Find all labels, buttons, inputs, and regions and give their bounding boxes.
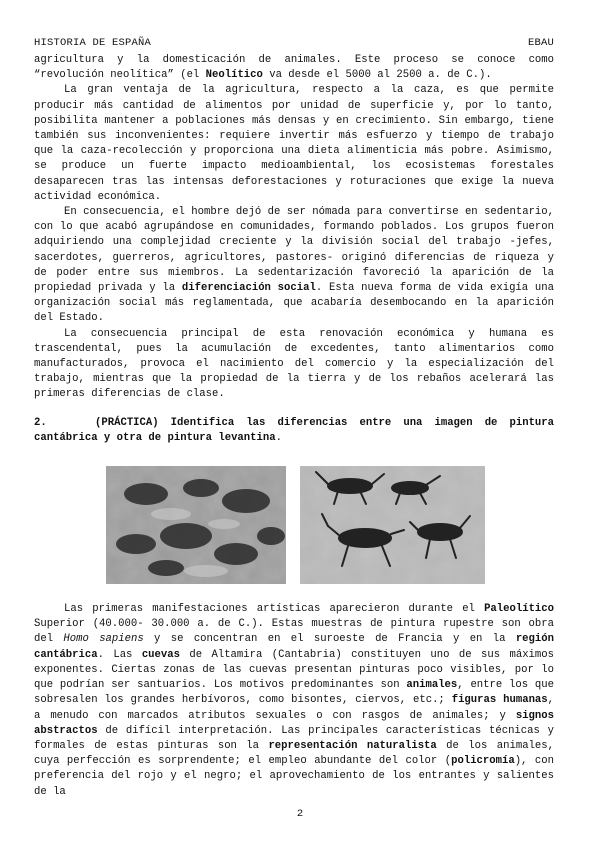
term-representacion-naturalista: representación naturalista (268, 739, 437, 752)
term-paleolitico: Paleolítico (484, 603, 554, 616)
term-region-cantabrica: región cantábrica (34, 633, 554, 661)
term-diferenciacion-social: diferenciación social (181, 282, 316, 295)
cantabrian-painting-image (106, 466, 286, 584)
term-neolitico: Neolítico (205, 69, 263, 82)
term-policromia: policromía (451, 755, 515, 768)
header-subject: HISTORIA DE ESPAÑA (34, 37, 152, 49)
paragraph-neolithic: agricultura y la domesticación de animales. Este proceso se conoce como “revolución neolítica” (el Neolítico va desde el 5000 al 2500 a. de C.). (34, 54, 554, 82)
header-exam: EBAU (527, 37, 554, 49)
paragraph-consequences: La consecuencia principal de esta renovación económica y humana es trascendental, pues la acumulación de excedentes, tanto alimentarios como manufacturados, provoca el nacimiento del comercio y la especialización del trabajo, mientras que la propiedad de la tierra y de los rebaños acelerará las primeras diferencias de clase. (34, 327, 554, 401)
term-homo-sapiens: Homo sapiens (63, 633, 144, 646)
page-content (34, 53, 554, 800)
levantine-painting-image (300, 466, 485, 584)
paragraph-agriculture-advantages: La gran ventaja de la agricultura, respecto a la caza, es que permite producir más cantidad de alimentos por unidad de superficie y, por lo tanto, posibilita mantener a poblaciones más densas y en crecimiento. Sin embargo, tiene también sus inconvenientes: requiere invertir más esfuerzo y tiempo de trabajo que la caza-recolección y proporciona una dieta alimenticia más pobre. Asimismo, se produce un fuerte impacto medioambiental, los ecosistemas forestales desaparecen tras las intensas deforestaciones y roturaciones que exige la nueva actividad económica. (34, 84, 554, 203)
page-header (34, 37, 554, 51)
paragraph-paleolithic-art: Las primeras manifestaciones artísticas aparecieron durante el Paleolítico Superior (40.000- 30.000 a. de C.). Estas muestras de pintura rupestre son obra del Homo sapiens y se concentran en el suroeste de Francia y en la región cantábrica. Las cuevas de Altamira (Cantabria) constituyen uno de sus máximos exponentes. Ciertas zonas de las cuevas presentan pinturas poco visibles, por lo que podrían ser santuarios. Los motivos predominantes son animales, entre los que sobresalen los grandes herbívoros, como bisontes, ciervos, etc.; figuras humanas, a menudo con marcados atributos sexuales o con rasgos de animales; y signos abstractos de difícil interpretación. Las principales características técnicas y formales de estas pinturas son la representación naturalista de los animales, cuya perfección es sorprendente; el empleo abundante del color (policromía), con preferencia del rojo y el negro; el aprovechamiento de los entrantes y salientes de la (34, 603, 555, 798)
term-animales: animales (406, 679, 458, 692)
term-figuras-humanas: figuras humanas (451, 694, 548, 707)
practice-question: 2. (PRÁCTICA) Identifica las diferencias entre una imagen de pintura cantábrica y otra de pintura levantina. (34, 416, 554, 444)
question-number: 2. (34, 416, 47, 429)
term-signos-abstractos: signos abstractos (34, 709, 554, 737)
page-number: 2 (296, 808, 304, 820)
question-text: (PRÁCTICA) Identifica las diferencias entre una imagen de pintura cantábrica y otra de pintura levantina (34, 416, 554, 444)
cave-painting-images (34, 466, 554, 590)
paragraph-sedentarism: En consecuencia, el hombre dejó de ser nómada para convertirse en sedentario, con lo que acabó agrupándose en comunidades, formando poblados. Los grupos fueron adquiriendo una complejidad creciente y la división social del trabajo -jefes, sacerdotes, guerreros, agricultores, pastores- originó diferencias de riqueza y de poder entre sus miembros. La sedentarización favoreció la aparición de la propiedad privada y la diferenciación social. Esta nueva forma de vida exigía una organización social más reglamentada, que acabaría desembocando en la aparición del Estado. (34, 206, 554, 325)
term-cuevas: cuevas (141, 648, 180, 661)
